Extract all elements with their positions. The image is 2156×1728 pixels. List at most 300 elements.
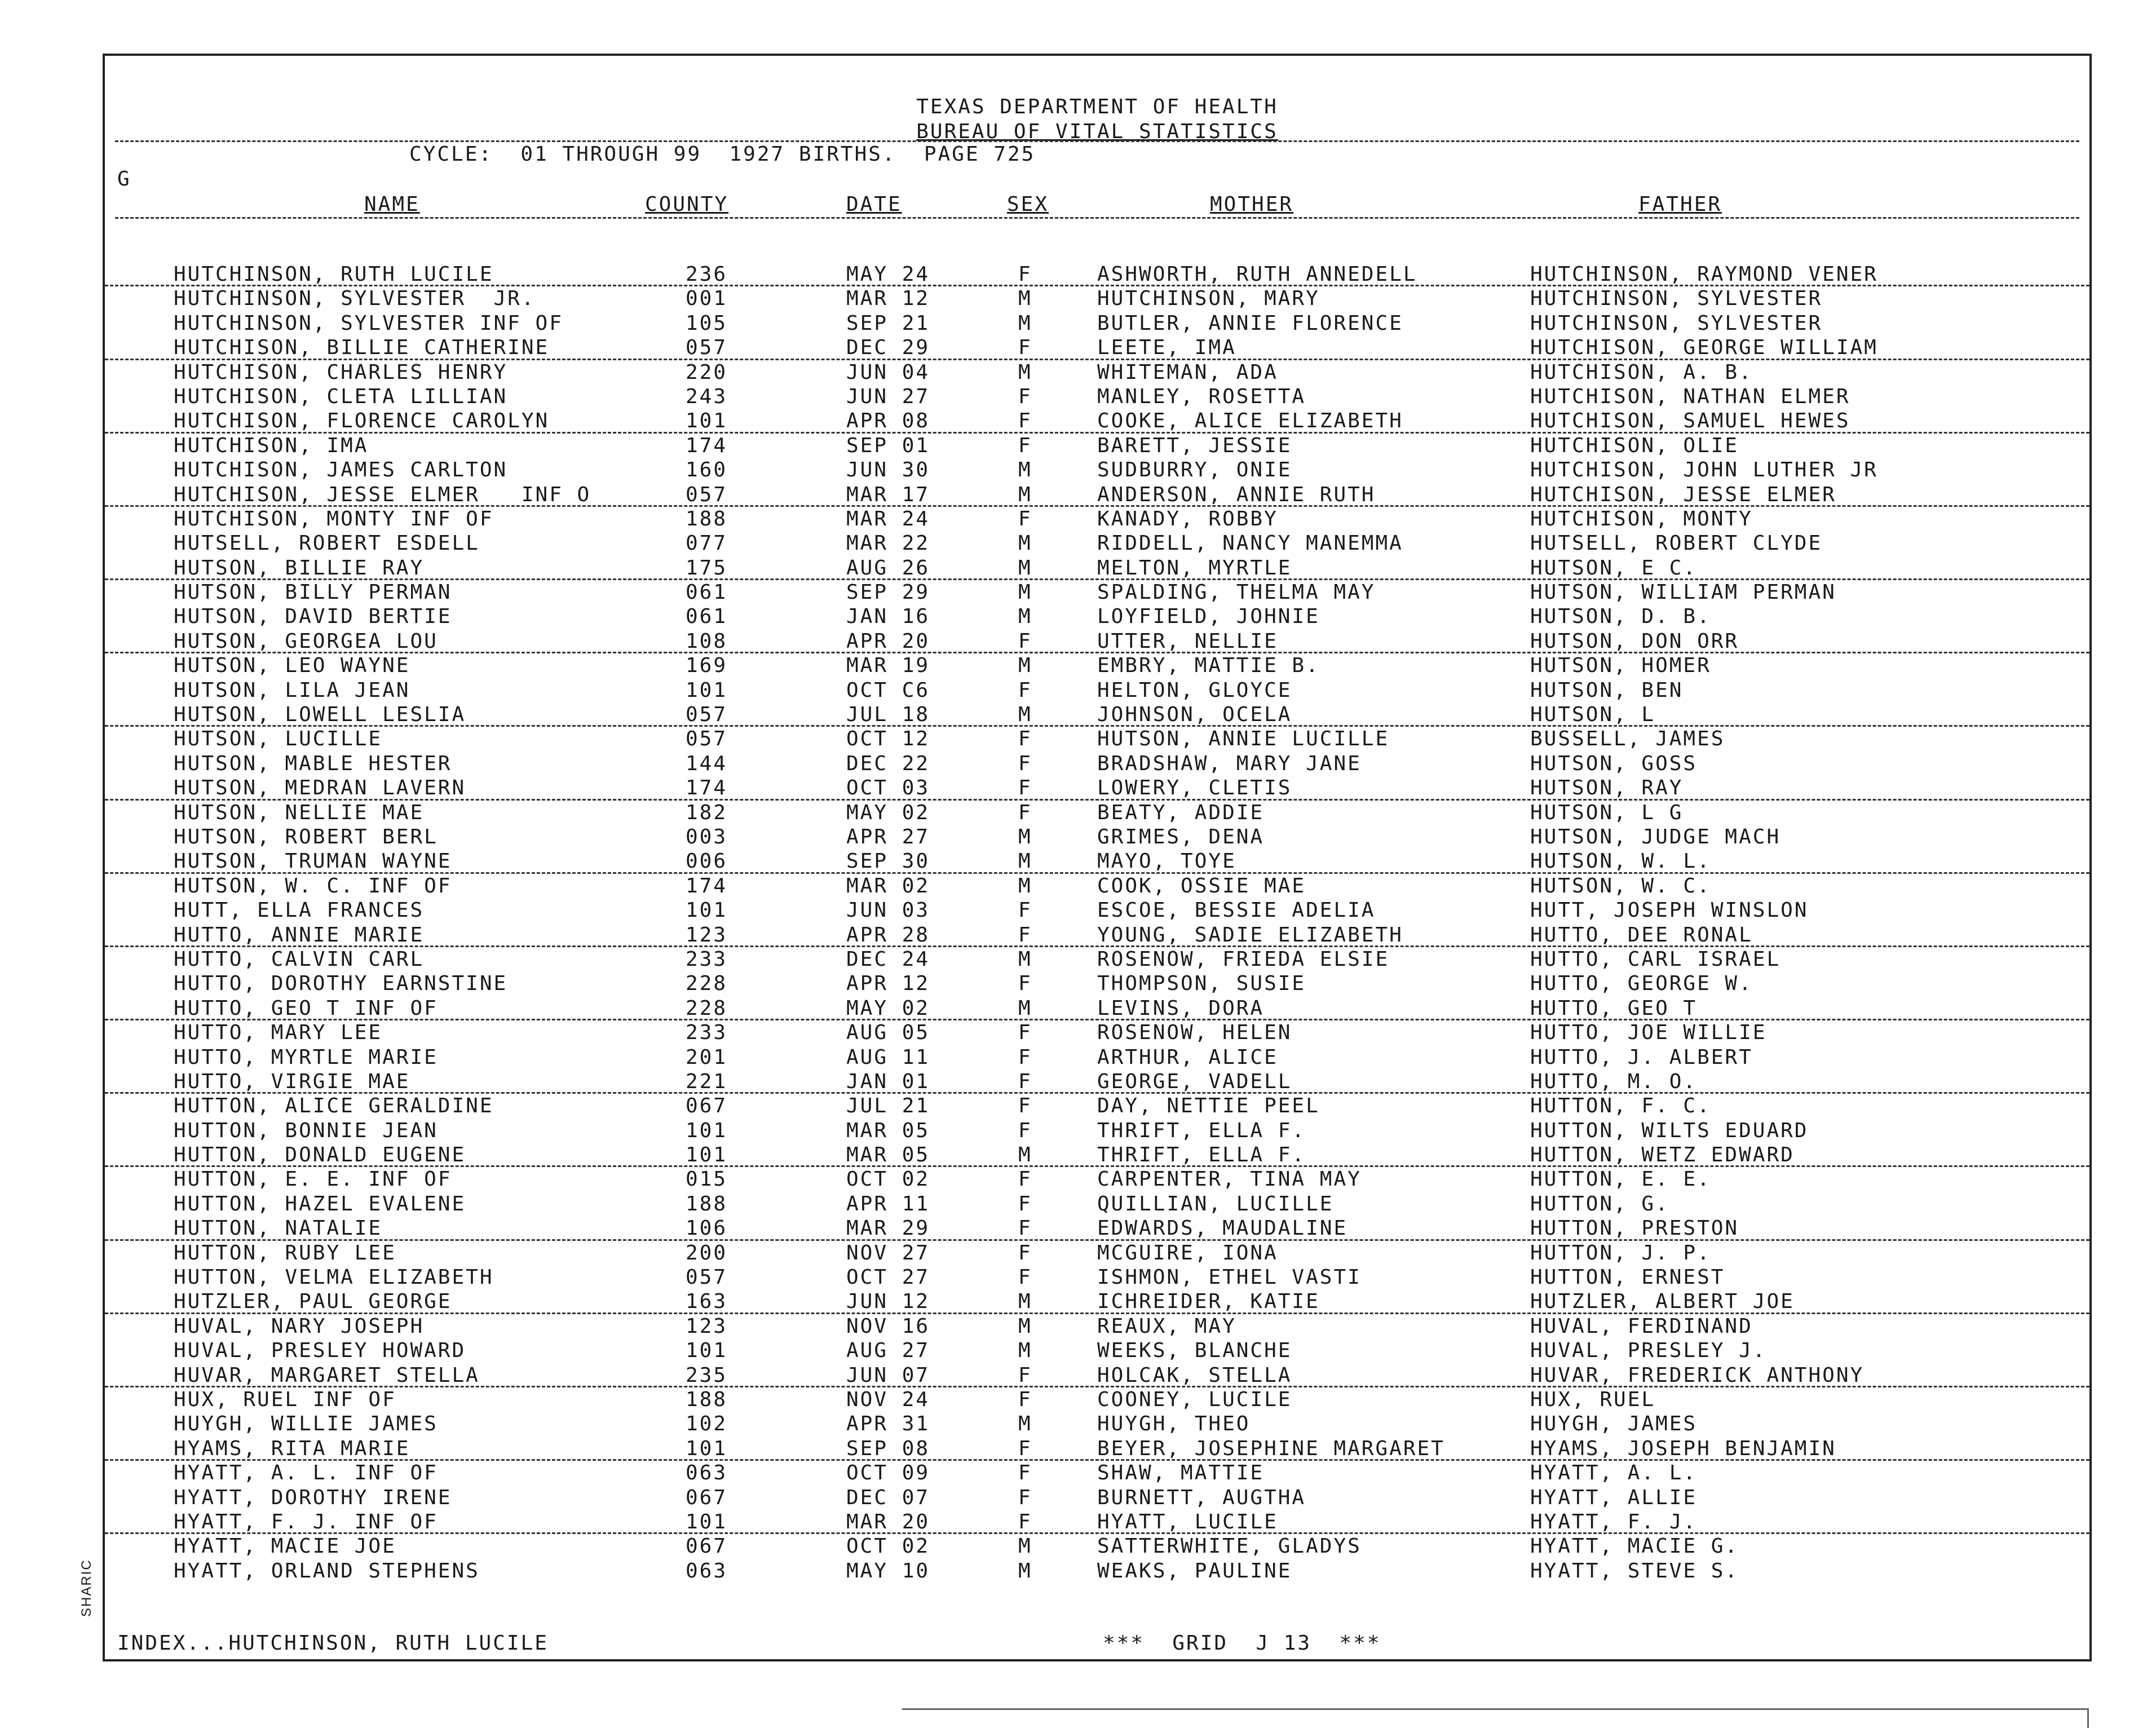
record-father: HUTSON, RAY <box>1530 776 1684 800</box>
record-sex: F <box>1018 1192 1032 1216</box>
record-name: HUTTON, DONALD EUGENE <box>174 1143 466 1167</box>
table-row <box>105 1559 2089 1583</box>
record-name: HUTCHISON, CLETA LILLIAN <box>174 385 508 408</box>
record-sex: M <box>1018 703 1032 727</box>
record-county: 243 <box>686 385 728 408</box>
table-row <box>105 996 2089 1020</box>
record-sex: F <box>1018 629 1032 653</box>
record-father: HUTCHISON, MONTY <box>1530 507 1753 531</box>
record-name: HUTZLER, PAUL GEORGE <box>174 1290 452 1314</box>
record-name: HUTCHISON, JAMES CARLTON <box>174 458 508 482</box>
record-date: MAR 24 <box>846 507 930 531</box>
column-header-name: NAME <box>364 193 420 216</box>
record-father: HUTCHISON, JOHN LUTHER JR <box>1530 458 1878 482</box>
table-row <box>105 653 2089 678</box>
record-father: HUTCHISON, JESSE ELMER <box>1530 483 1836 506</box>
record-mother: RIDDELL, NANCY MANEMMA <box>1097 532 1403 555</box>
record-sex: M <box>1018 1314 1032 1338</box>
record-mother: SPALDING, THELMA MAY <box>1097 581 1376 604</box>
record-sex: F <box>1018 923 1032 947</box>
record-sex: F <box>1018 776 1032 800</box>
record-mother: REAUX, MAY <box>1097 1314 1236 1338</box>
document-page <box>103 54 2092 1661</box>
record-name: HYATT, F. J. INF OF <box>174 1510 438 1533</box>
department-title: TEXAS DEPARTMENT OF HEALTH <box>916 95 1278 118</box>
table-row <box>105 947 2089 971</box>
record-mother: LEVINS, DORA <box>1097 996 1265 1020</box>
record-mother: GEORGE, VADELL <box>1097 1069 1292 1093</box>
record-county: 061 <box>686 605 728 629</box>
record-date: MAR 19 <box>846 654 930 678</box>
record-mother: BEYER, JOSEPHINE MARGARET <box>1097 1437 1445 1460</box>
record-name: HUTCHINSON, SYLVESTER JR. <box>174 287 536 311</box>
column-header-county: COUNTY <box>645 193 729 216</box>
record-mother: DAY, NETTIE PEEL <box>1097 1094 1320 1118</box>
table-row <box>105 629 2089 653</box>
record-sex: M <box>1018 556 1032 580</box>
record-father: HUTTO, M. O. <box>1530 1069 1698 1093</box>
record-mother: QUILLIAN, LUCILLE <box>1097 1192 1334 1216</box>
record-sex: M <box>1018 996 1032 1020</box>
record-name: HUTTON, RUBY LEE <box>174 1241 396 1265</box>
record-father: HUTCHINSON, RAYMOND VENER <box>1530 263 1878 286</box>
record-sex: F <box>1018 1168 1032 1191</box>
record-mother: THRIFT, ELLA F. <box>1097 1119 1306 1142</box>
record-date: OCT 02 <box>846 1168 930 1191</box>
record-date: JAN 01 <box>846 1069 930 1093</box>
record-sex: M <box>1018 1290 1032 1314</box>
record-sex: M <box>1018 1412 1032 1436</box>
table-row <box>105 1045 2089 1069</box>
table-row <box>105 1216 2089 1240</box>
record-father: HUTTON, E. E. <box>1530 1168 1711 1191</box>
record-father: HUTSON, HOMER <box>1530 654 1711 678</box>
record-mother: HUTSON, ANNIE LUCILLE <box>1097 727 1390 751</box>
record-sex: M <box>1018 605 1032 629</box>
record-sex: F <box>1018 1069 1032 1093</box>
record-sex: F <box>1018 1119 1032 1142</box>
header-divider <box>115 140 2079 142</box>
record-sex: F <box>1018 434 1032 457</box>
record-date: AUG 05 <box>846 1021 930 1045</box>
table-row <box>105 801 2089 825</box>
record-name: HUTCHISON, IMA <box>174 434 369 457</box>
table-row <box>105 1143 2089 1167</box>
table-row <box>105 286 2089 311</box>
record-name: HUTCHISON, CHARLES HENRY <box>174 360 508 384</box>
record-county: 067 <box>686 1535 728 1558</box>
record-name: HUTCHISON, FLORENCE CAROLYN <box>174 409 550 433</box>
record-father: HUTTON, J. P. <box>1530 1241 1711 1265</box>
record-name: HUTSON, MABLE HESTER <box>174 752 452 775</box>
record-mother: ARTHUR, ALICE <box>1097 1045 1278 1069</box>
column-header-sex: SEX <box>1007 193 1049 216</box>
record-mother: YOUNG, SADIE ELIZABETH <box>1097 923 1403 947</box>
record-sex: F <box>1018 727 1032 751</box>
record-sex: M <box>1018 1559 1032 1583</box>
record-sex: F <box>1018 1486 1032 1509</box>
record-sex: F <box>1018 1094 1032 1118</box>
record-father: HUX, RUEL <box>1530 1387 1656 1411</box>
table-row <box>105 1265 2089 1289</box>
record-mother: SUDBURRY, ONIE <box>1097 458 1292 482</box>
record-date: MAR 17 <box>846 483 930 506</box>
record-father: HUTCHISON, NATHAN ELMER <box>1530 385 1850 408</box>
record-name: HUTSON, W. C. INF OF <box>174 874 452 898</box>
record-date: OCT 09 <box>846 1461 930 1485</box>
record-mother: MAYO, TOYE <box>1097 850 1236 873</box>
record-county: 233 <box>686 1021 728 1045</box>
record-date: DEC 24 <box>846 947 930 971</box>
record-county: 188 <box>686 1387 728 1411</box>
record-date: APR 27 <box>846 825 930 848</box>
record-date: JUN 27 <box>846 385 930 408</box>
record-sex: M <box>1018 287 1032 311</box>
record-county: 201 <box>686 1045 728 1069</box>
record-date: AUG 11 <box>846 1045 930 1069</box>
record-county: 101 <box>686 899 728 922</box>
record-sex: F <box>1018 1363 1032 1387</box>
record-date: AUG 27 <box>846 1339 930 1363</box>
record-county: 057 <box>686 727 728 751</box>
record-mother: THRIFT, ELLA F. <box>1097 1143 1306 1167</box>
table-row <box>105 409 2089 433</box>
record-father: HUYGH, JAMES <box>1530 1412 1698 1436</box>
table-row <box>105 1192 2089 1216</box>
record-father: HUTTON, WILTS EDUARD <box>1530 1119 1809 1142</box>
record-name: HUTTON, BONNIE JEAN <box>174 1119 438 1142</box>
record-mother: BEATY, ADDIE <box>1097 801 1265 824</box>
table-row <box>105 556 2089 580</box>
record-county: 221 <box>686 1069 728 1093</box>
table-row <box>105 1020 2089 1045</box>
table-row <box>105 1289 2089 1314</box>
record-date: JUN 07 <box>846 1363 930 1387</box>
record-mother: MCGUIRE, IONA <box>1097 1241 1278 1265</box>
record-date: SEP 30 <box>846 850 930 873</box>
record-mother: WEAKS, PAULINE <box>1097 1559 1292 1583</box>
record-county: 101 <box>686 1510 728 1533</box>
record-name: HUTTON, VELMA ELIZABETH <box>174 1266 494 1289</box>
record-sex: M <box>1018 1535 1032 1558</box>
grid-footer: *** GRID J 13 *** <box>1103 1632 1381 1655</box>
record-name: HUVAL, NARY JOSEPH <box>174 1314 425 1338</box>
side-tag: SHARIC <box>79 1559 94 1617</box>
record-county: 188 <box>686 507 728 531</box>
record-date: MAR 02 <box>846 874 930 898</box>
record-date: APR 12 <box>846 972 930 996</box>
record-date: MAR 05 <box>846 1119 930 1142</box>
record-date: JUN 03 <box>846 899 930 922</box>
record-county: 228 <box>686 996 728 1020</box>
table-row <box>105 360 2089 385</box>
record-name: HUTTON, NATALIE <box>174 1217 383 1240</box>
record-sex: M <box>1018 311 1032 335</box>
table-row <box>105 1363 2089 1387</box>
record-father: HUTTON, G. <box>1530 1192 1669 1216</box>
record-mother: ICHREIDER, KATIE <box>1097 1290 1320 1314</box>
record-sex: M <box>1018 654 1032 678</box>
record-name: HUX, RUEL INF OF <box>174 1387 396 1411</box>
table-row <box>105 1486 2089 1510</box>
record-county: 233 <box>686 947 728 971</box>
record-mother: BURNETT, AUGTHA <box>1097 1486 1306 1509</box>
record-mother: KANADY, ROBBY <box>1097 507 1278 531</box>
record-sex: F <box>1018 263 1032 286</box>
record-date: MAY 10 <box>846 1559 930 1583</box>
record-county: 057 <box>686 703 728 727</box>
table-row <box>105 1412 2089 1436</box>
record-name: HYATT, DOROTHY IRENE <box>174 1486 452 1509</box>
table-row <box>105 727 2089 751</box>
record-date: OCT 12 <box>846 727 930 751</box>
record-father: HUTCHINSON, SYLVESTER <box>1530 311 1823 335</box>
record-name: HUVAR, MARGARET STELLA <box>174 1363 480 1387</box>
record-sex: F <box>1018 385 1032 408</box>
table-row <box>105 385 2089 409</box>
record-sex: F <box>1018 1387 1032 1411</box>
record-name: HUTTO, GEO T INF OF <box>174 996 438 1020</box>
record-sex: F <box>1018 409 1032 433</box>
record-date: NOV 16 <box>846 1314 930 1338</box>
record-county: 077 <box>686 532 728 555</box>
record-county: 105 <box>686 311 728 335</box>
record-name: HUTCHISON, MONTY INF OF <box>174 507 494 531</box>
record-sex: M <box>1018 360 1032 384</box>
record-sex: M <box>1018 825 1032 848</box>
record-county: 108 <box>686 629 728 653</box>
record-county: 236 <box>686 263 728 286</box>
table-row <box>105 1461 2089 1485</box>
record-county: 006 <box>686 850 728 873</box>
record-date: APR 11 <box>846 1192 930 1216</box>
record-mother: COOK, OSSIE MAE <box>1097 874 1306 898</box>
record-name: HUTSON, TRUMAN WAYNE <box>174 850 452 873</box>
record-mother: ROSENOW, HELEN <box>1097 1021 1292 1045</box>
table-row <box>105 898 2089 922</box>
record-date: MAR 12 <box>846 287 930 311</box>
record-father: HUTTON, WETZ EDWARD <box>1530 1143 1795 1167</box>
record-mother: HYATT, LUCILE <box>1097 1510 1278 1533</box>
record-mother: COOKE, ALICE ELIZABETH <box>1097 409 1403 433</box>
record-mother: HUTCHINSON, MARY <box>1097 287 1320 311</box>
record-county: 235 <box>686 1363 728 1387</box>
record-mother: ROSENOW, FRIEDA ELSIE <box>1097 947 1390 971</box>
record-father: HYATT, MACIE G. <box>1530 1535 1739 1558</box>
record-name: HUTCHINSON, RUTH LUCILE <box>174 263 494 286</box>
record-county: 220 <box>686 360 728 384</box>
record-mother: EDWARDS, MAUDALINE <box>1097 1217 1348 1240</box>
record-date: MAR 22 <box>846 532 930 555</box>
record-name: HUTTON, HAZEL EVALENE <box>174 1192 466 1216</box>
record-mother: BUTLER, ANNIE FLORENCE <box>1097 311 1403 335</box>
record-father: HUVAL, PRESLEY J. <box>1530 1339 1767 1363</box>
record-sex: M <box>1018 1143 1032 1167</box>
record-name: HUTT, ELLA FRANCES <box>174 899 425 922</box>
record-father: HYATT, F. J. <box>1530 1510 1698 1533</box>
record-father: HUTTO, GEO T <box>1530 996 1698 1020</box>
record-mother: SATTERWHITE, GLADYS <box>1097 1535 1362 1558</box>
table-row <box>105 1241 2089 1265</box>
record-father: HUTSON, L <box>1530 703 1656 727</box>
table-row <box>105 458 2089 482</box>
record-date: APR 08 <box>846 409 930 433</box>
record-father: HUTSON, L G <box>1530 801 1684 824</box>
record-sex: F <box>1018 1217 1032 1240</box>
record-sex: F <box>1018 678 1032 702</box>
record-county: 123 <box>686 1314 728 1338</box>
record-county: 057 <box>686 336 728 360</box>
record-sex: F <box>1018 972 1032 996</box>
record-county: 061 <box>686 581 728 604</box>
table-row <box>105 923 2089 947</box>
record-date: SEP 01 <box>846 434 930 457</box>
record-father: HUTTO, GEORGE W. <box>1530 972 1753 996</box>
record-county: 067 <box>686 1094 728 1118</box>
record-date: DEC 29 <box>846 336 930 360</box>
record-date: JUL 18 <box>846 703 930 727</box>
record-county: 106 <box>686 1217 728 1240</box>
record-sex: F <box>1018 1045 1032 1069</box>
record-date: APR 28 <box>846 923 930 947</box>
record-father: HUTTON, ERNEST <box>1530 1266 1725 1289</box>
record-name: HUTTON, E. E. INF OF <box>174 1168 452 1191</box>
record-county: 200 <box>686 1241 728 1265</box>
table-row <box>105 776 2089 800</box>
record-mother: ANDERSON, ANNIE RUTH <box>1097 483 1376 506</box>
record-county: 101 <box>686 1339 728 1363</box>
table-row <box>105 1338 2089 1363</box>
record-father: HUTCHISON, GEORGE WILLIAM <box>1530 336 1878 360</box>
record-father: HUTSON, E C. <box>1530 556 1698 580</box>
record-father: HUTCHISON, A. B. <box>1530 360 1753 384</box>
record-mother: HELTON, GLOYCE <box>1097 678 1292 702</box>
record-mother: ASHWORTH, RUTH ANNEDELL <box>1097 263 1417 286</box>
record-county: 123 <box>686 923 728 947</box>
record-mother: LEETE, IMA <box>1097 336 1236 360</box>
record-sex: F <box>1018 1266 1032 1289</box>
bottom-edge-line <box>902 1708 2089 1710</box>
record-sex: M <box>1018 850 1032 873</box>
record-name: HUYGH, WILLIE JAMES <box>174 1412 438 1436</box>
record-father: HUTCHISON, SAMUEL HEWES <box>1530 409 1850 433</box>
record-date: NOV 27 <box>846 1241 930 1265</box>
record-mother: GRIMES, DENA <box>1097 825 1265 848</box>
record-county: 101 <box>686 409 728 433</box>
record-date: APR 20 <box>846 629 930 653</box>
record-mother: BARETT, JESSIE <box>1097 434 1292 457</box>
cycle-line: CYCLE: 01 THROUGH 99 1927 BIRTHS. PAGE 725 <box>409 143 1036 166</box>
record-father: HUTTON, F. C. <box>1530 1094 1711 1118</box>
record-mother: WEEKS, BLANCHE <box>1097 1339 1292 1363</box>
record-sex: M <box>1018 581 1032 604</box>
record-date: JUN 12 <box>846 1290 930 1314</box>
record-sex: M <box>1018 458 1032 482</box>
record-father: HUTSON, GOSS <box>1530 752 1698 775</box>
record-father: HUTSON, W. C. <box>1530 874 1711 898</box>
table-row <box>105 874 2089 898</box>
record-county: 101 <box>686 1437 728 1460</box>
record-father: BUSSELL, JAMES <box>1530 727 1725 751</box>
record-name: HUTSON, LILA JEAN <box>174 678 410 702</box>
record-name: HYATT, MACIE JOE <box>174 1535 396 1558</box>
record-mother: MANLEY, ROSETTA <box>1097 385 1306 408</box>
record-father: HUTTO, DEE RONAL <box>1530 923 1753 947</box>
record-father: HUTSON, W. L. <box>1530 850 1711 873</box>
record-county: 174 <box>686 434 728 457</box>
record-name: HUTSON, LEO WAYNE <box>174 654 410 678</box>
table-row <box>105 825 2089 849</box>
record-mother: SHAW, MATTIE <box>1097 1461 1265 1485</box>
column-header-father: FATHER <box>1638 193 1722 216</box>
record-father: HUTSON, WILLIAM PERMAN <box>1530 581 1836 604</box>
table-row <box>105 1534 2089 1558</box>
record-date: DEC 07 <box>846 1486 930 1509</box>
record-father: HUTTON, PRESTON <box>1530 1217 1739 1240</box>
record-sex: M <box>1018 483 1032 506</box>
record-date: DEC 22 <box>846 752 930 775</box>
record-sex: M <box>1018 947 1032 971</box>
record-county: 001 <box>686 287 728 311</box>
record-date: MAR 05 <box>846 1143 930 1167</box>
record-county: 182 <box>686 801 728 824</box>
record-county: 063 <box>686 1461 728 1485</box>
record-father: HUTTO, CARL ISRAEL <box>1530 947 1781 971</box>
record-name: HUTSON, MEDRAN LAVERN <box>174 776 466 800</box>
record-mother: ESCOE, BESSIE ADELIA <box>1097 899 1376 922</box>
record-date: SEP 29 <box>846 581 930 604</box>
table-row <box>105 580 2089 604</box>
record-mother: COONEY, LUCILE <box>1097 1387 1292 1411</box>
record-date: MAR 20 <box>846 1510 930 1533</box>
table-row <box>105 1387 2089 1412</box>
record-date: JUL 21 <box>846 1094 930 1118</box>
record-name: HUVAL, PRESLEY HOWARD <box>174 1339 466 1363</box>
record-name: HUTTO, MYRTLE MARIE <box>174 1045 438 1069</box>
table-row <box>105 678 2089 702</box>
table-row <box>105 1437 2089 1461</box>
record-mother: THOMPSON, SUSIE <box>1097 972 1306 996</box>
table-row <box>105 1069 2089 1094</box>
record-mother: JOHNSON, OCELA <box>1097 703 1292 727</box>
table-row <box>105 1510 2089 1534</box>
record-mother: LOYFIELD, JOHNIE <box>1097 605 1320 629</box>
record-mother: ISHMON, ETHEL VASTI <box>1097 1266 1362 1289</box>
record-name: HUTSON, NELLIE MAE <box>174 801 425 824</box>
record-name: HYATT, A. L. INF OF <box>174 1461 438 1485</box>
record-date: OCT C6 <box>846 678 930 702</box>
table-row <box>105 752 2089 776</box>
record-sex: F <box>1018 1021 1032 1045</box>
column-header-divider <box>115 217 2079 219</box>
record-date: MAY 02 <box>846 801 930 824</box>
grid-letter: G <box>117 167 130 191</box>
column-header-mother: MOTHER <box>1210 193 1294 216</box>
record-mother: CARPENTER, TINA MAY <box>1097 1168 1362 1191</box>
record-county: 228 <box>686 972 728 996</box>
record-date: OCT 27 <box>846 1266 930 1289</box>
table-row <box>105 483 2089 507</box>
record-county: 174 <box>686 776 728 800</box>
record-name: HUTTO, VIRGIE MAE <box>174 1069 410 1093</box>
record-father: HUTSON, JUDGE MACH <box>1530 825 1781 848</box>
record-county: 160 <box>686 458 728 482</box>
record-name: HYATT, ORLAND STEPHENS <box>174 1559 480 1583</box>
record-father: HUTSON, DON ORR <box>1530 629 1739 653</box>
record-mother: HUYGH, THEO <box>1097 1412 1251 1436</box>
record-name: HYAMS, RITA MARIE <box>174 1437 410 1460</box>
record-mother: LOWERY, CLETIS <box>1097 776 1292 800</box>
